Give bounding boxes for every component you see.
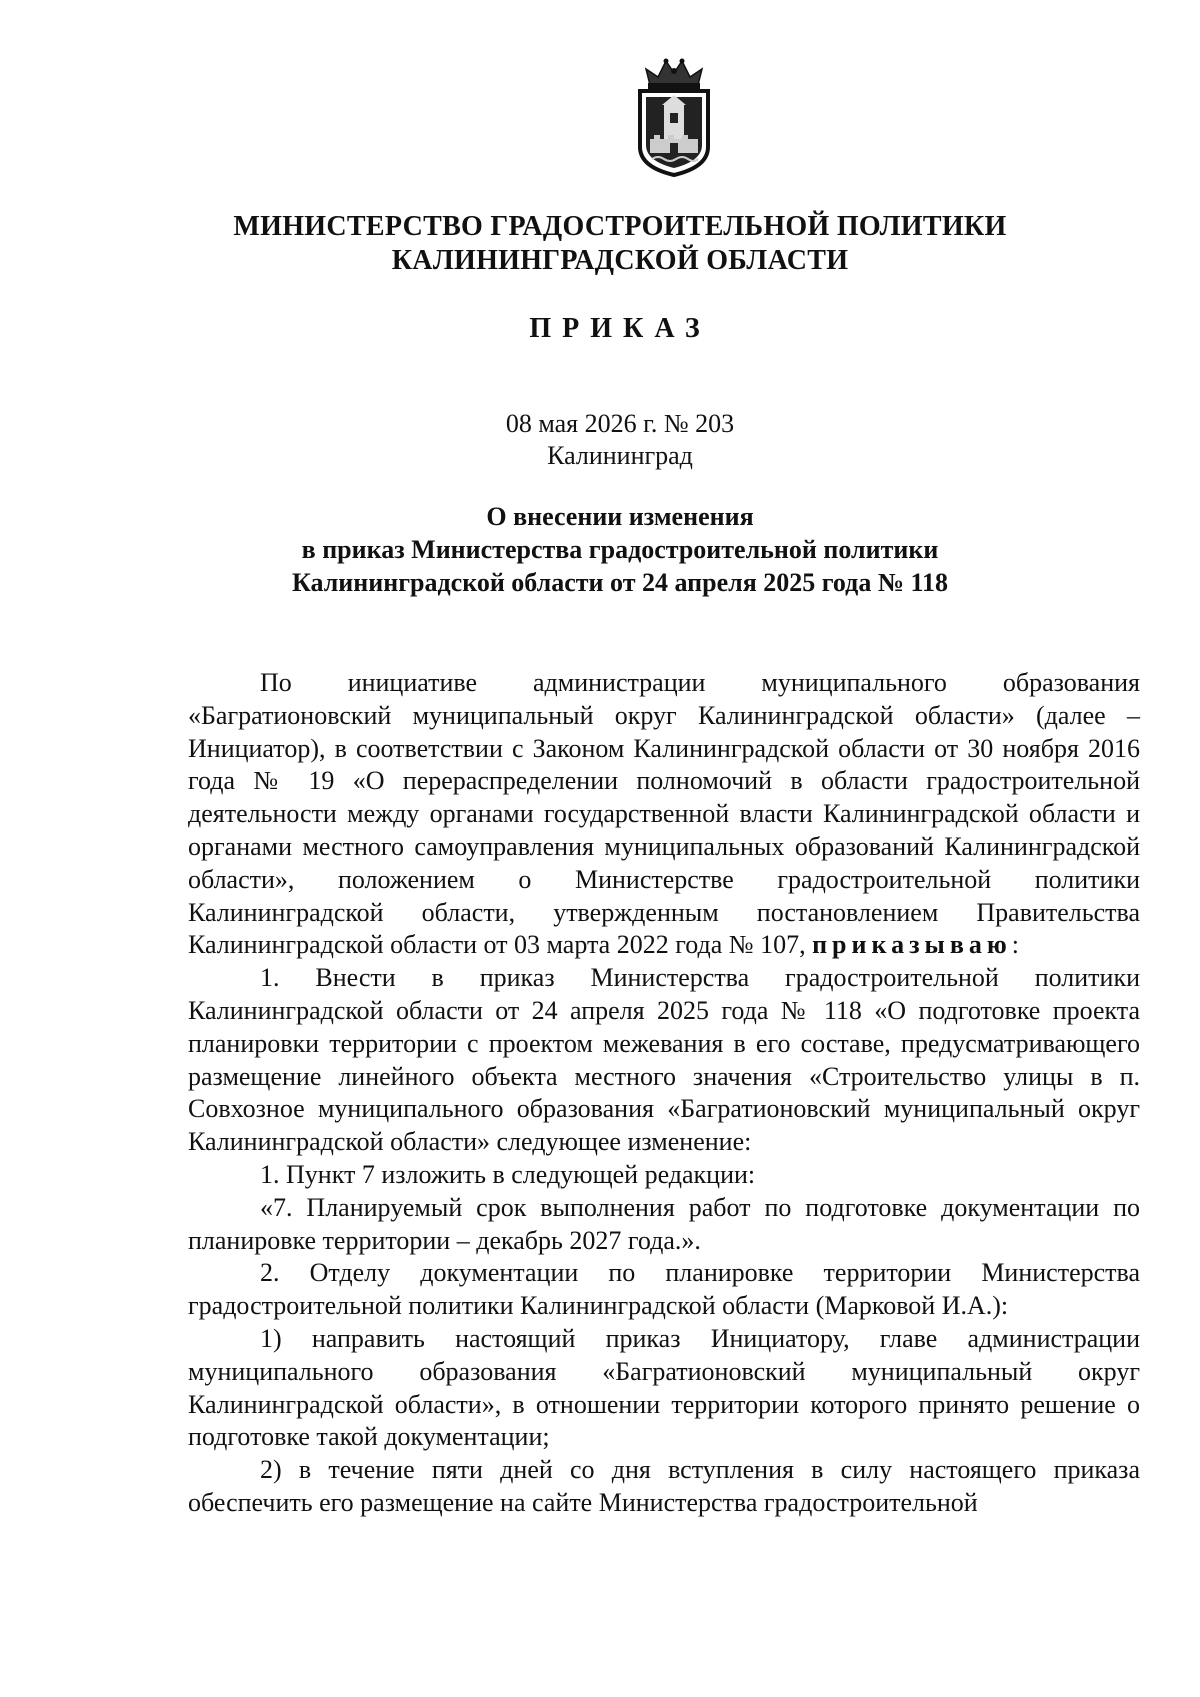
subject-line2: в приказ Министерства градостроительной политики	[301, 535, 939, 564]
subject-line3: Калининградской области от 24 апреля 2025 года № 118	[291, 568, 949, 597]
paragraph-item-2: 2. Отделу документации по планировке территории Министерства градостроительной политики Калининградской области (Марковой И.А.):	[188, 1258, 1140, 1321]
ministry-name	[160, 210, 1080, 278]
preamble-paragraph	[188, 667, 1140, 962]
paragraph-new-wording: «7. Планируемый срок выполнения работ по подготовке документации по планировке территории – декабрь 2027 года.».	[188, 1192, 1140, 1255]
city: Калининград	[547, 441, 693, 470]
paragraph-item-2-2: 2) в течение пяти дней со дня вступления в силу настоящего приказа обеспечить его размещение на сайте Министерства градостроительной	[188, 1455, 1140, 1517]
document-body	[188, 667, 1140, 1520]
preamble-text: По инициативе администрации муниципального образования «Багратионовский муниципальный округ Калининградской области» (далее – Инициатор), в соответствии с Законом Калининградской области от 30 ноября 2016 года № 19 «О перераспределении полномочий в области градостроительной деятельности между органами государственной власти Калининградской области и органами местного самоуправления муниципальных образований Калининградской области», положением о Министерстве градостроительной политики Калининградской области, утвержденным постановлением Правительства Калининградской области от 03 марта 2022 года № 107,	[188, 668, 1140, 960]
paragraph-item-2-1: 1) направить настоящий приказ Инициатору, главе администрации муниципального образования «Багратионовский муниципальный округ Калининградской области», в отношении территории которого принято решение о подготовке такой документации;	[188, 1323, 1140, 1452]
date-number: 08 мая 2026 г. № 203	[505, 409, 735, 438]
paragraph-item-1-1: 1. Пункт 7 изложить в следующей редакции:	[260, 1159, 756, 1189]
order-colon: :	[1011, 930, 1019, 960]
order-word: приказываю	[812, 930, 1012, 960]
ministry-name-line1: МИНИСТЕРСТВО ГРАДОСТРОИТЕЛЬНОЙ ПОЛИТИКИ	[233, 211, 1007, 242]
date-and-place	[160, 408, 1080, 472]
document-type: ПРИКАЗ	[529, 313, 711, 344]
paragraph-item-1: 1. Внести в приказ Министерства градостроительной политики Калининградской области от 24 апреля 2025 года № 118 «О подготовке проекта планировки территории с проектом межевания в его составе, предусматривающего размещение линейного объекта местного значения «Строительство улицы в п. Совхозное муниципального образования «Багратионовский муниципальный округ Калининградской области» следующее изменение:	[188, 963, 1140, 1157]
document-subject	[160, 500, 1080, 599]
coat-of-arms-emblem	[632, 55, 716, 177]
subject-line1: О внесении изменения	[486, 502, 754, 531]
ministry-name-line2: КАЛИНИНГРАДСКОЙ ОБЛАСТИ	[391, 245, 849, 276]
